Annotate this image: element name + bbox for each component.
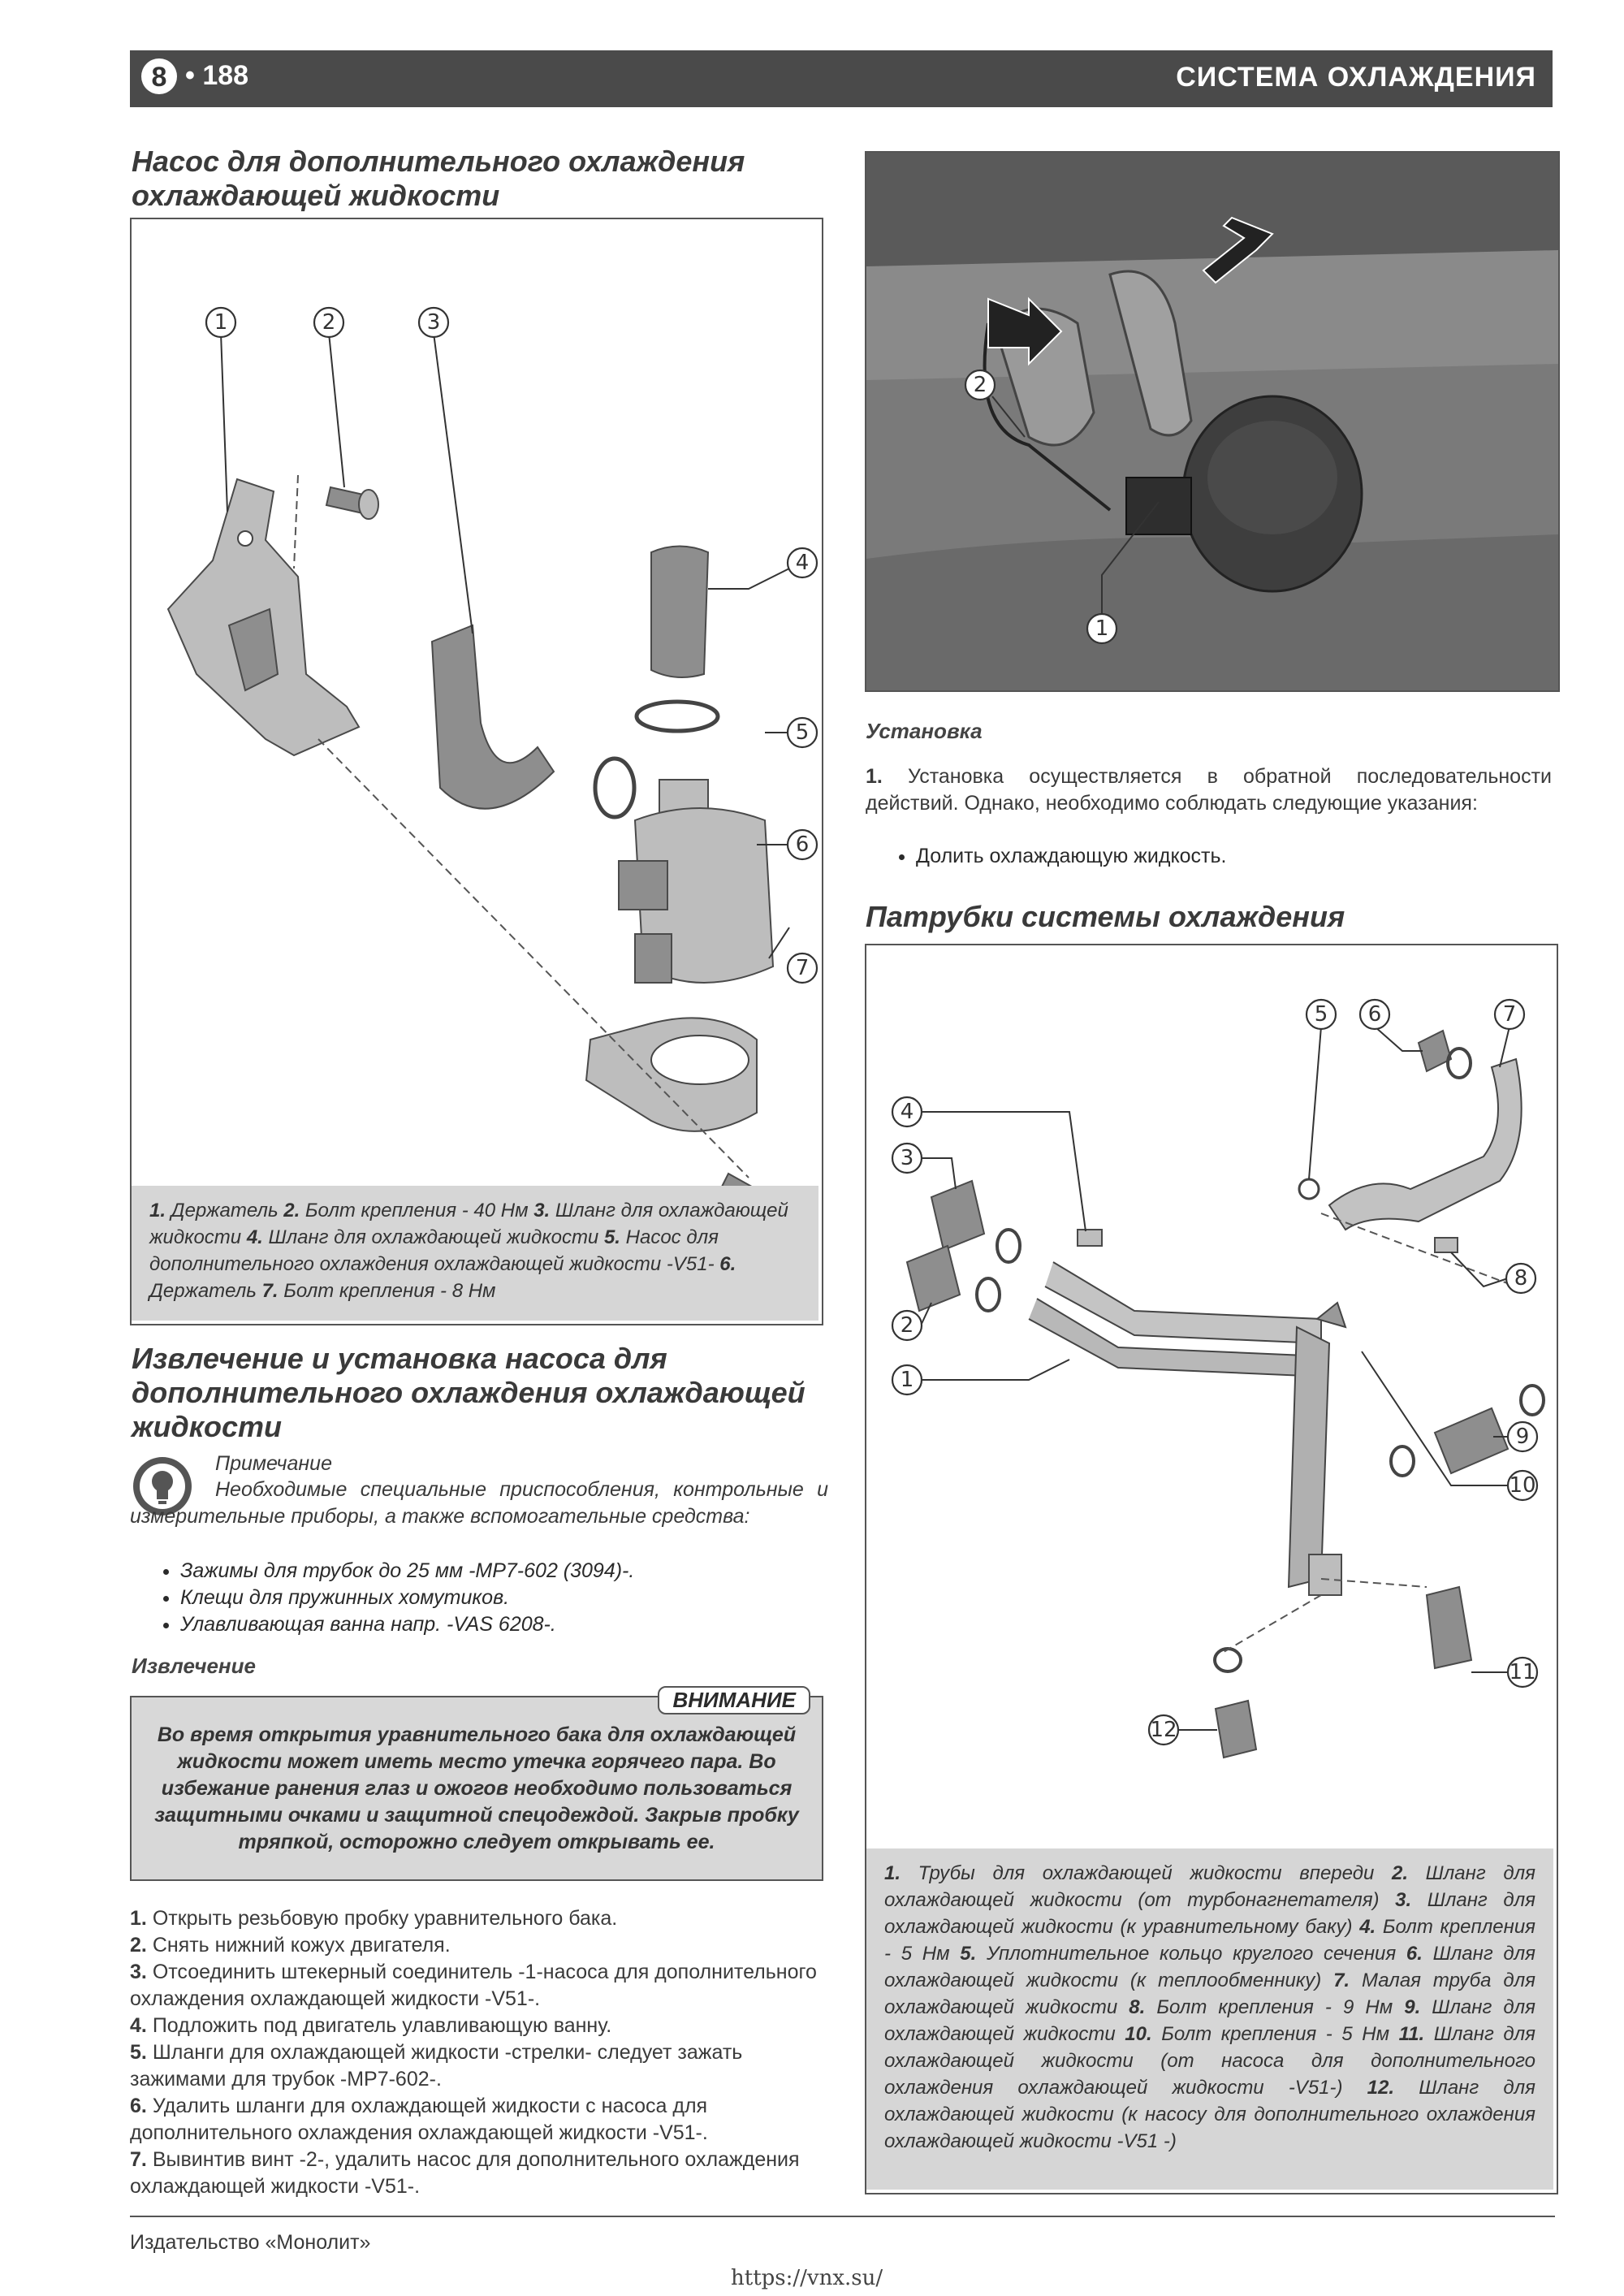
warning-label: ВНИМАНИЕ — [658, 1686, 810, 1714]
caption-text: Уплотнительное кольцо круглого сечения — [976, 1943, 1406, 1965]
hose-top-part — [651, 547, 708, 678]
pump-exploded-figure — [130, 218, 823, 1325]
clamp-top — [637, 702, 718, 731]
site-url[interactable]: https://vnx.su/ — [731, 2266, 883, 2290]
install-bullet: • Долить охлаждающую жидкость. — [916, 843, 1602, 870]
caption-num: 1. — [149, 1200, 166, 1222]
caption-text: Болт крепления - 5 Нм — [884, 1916, 1535, 1965]
callout-label: 3 — [900, 1146, 914, 1170]
warning-box — [130, 1688, 823, 1881]
caption-num: 3. — [533, 1200, 551, 1222]
caption-num: 9. — [1404, 1996, 1421, 2018]
callout-label: 6 — [1367, 1002, 1382, 1027]
caption-text: Шланг для охлаждающей жидкости — [149, 1200, 788, 1248]
caption-num: 5. — [960, 1943, 977, 1965]
step-text: Удалить шланги для охлаждающей жидкости с насоса для дополнительного охлаждения охлаждающей жидкости -V51-. — [130, 2095, 708, 2144]
section-title: СИСТЕМА ОХЛАЖДЕНИЯ — [1176, 62, 1536, 93]
vertical-pipe — [1289, 1327, 1329, 1587]
bolt-8-part — [1435, 1238, 1458, 1252]
publisher: Издательство «Монолит» — [130, 2231, 371, 2254]
step-number: 3. — [130, 1961, 147, 1983]
step-number: 1. — [866, 765, 883, 788]
callout-label: 5 — [795, 720, 810, 745]
bolt-head — [359, 490, 378, 519]
caption-text: Держатель — [149, 1280, 262, 1302]
callout-label: 7 — [1502, 1002, 1517, 1027]
step-number: 7. — [130, 2148, 147, 2171]
page-header — [130, 50, 1553, 107]
callout-label: 8 — [1514, 1266, 1528, 1291]
step-number: 6. — [130, 2095, 147, 2117]
removal-section-title: Извлечение и установка насоса для дополнительного охлаждения охлаждающей жидкости — [132, 1342, 806, 1443]
engine-photo-drawing — [866, 153, 1558, 690]
pump-figure-title: Насос для дополнительного охлаждения охлаждающей жидкости — [132, 145, 745, 212]
pump-connector — [635, 934, 672, 983]
install-step — [866, 763, 1552, 817]
caption-text: Шланг для охлаждающей жидкости (от насоса для дополнительного охлаждения охлаждающей жидкости -V51-) — [884, 2023, 1536, 2099]
callout-label: 10 — [1509, 1473, 1536, 1498]
step-text: Отсоединить штекерный соединитель -1-насоса для дополнительного охлаждения охлаждающей жидкости -V51-. — [130, 1961, 817, 2010]
caption-num: 4. — [1359, 1916, 1376, 1938]
caption-num: 2. — [283, 1200, 300, 1222]
small-tube-part — [1329, 1059, 1522, 1230]
hoses-exploded-diagram — [866, 945, 1557, 1843]
hoses-figure-caption — [866, 1848, 1553, 2190]
pump-inlet — [619, 861, 667, 910]
caption-text: Шланг для охлаждающей жидкости (к насосу для дополнительного охлаждения охлаждающей жидкости -V51 -) — [884, 2077, 1535, 2152]
removal-label: Извлечение — [132, 1654, 256, 1678]
caption-text: Шланг для охлаждающей жидкости — [884, 1996, 1535, 2045]
leader-1 — [221, 333, 227, 512]
step-text: Открыть резьбовую пробку уравнительного бака. — [152, 1907, 618, 1930]
step-number: 5. — [130, 2041, 147, 2064]
step-item — [130, 2147, 828, 2200]
callout-label: 3 — [426, 310, 441, 335]
step-number: 1. — [130, 1907, 147, 1930]
bracket-hole — [238, 531, 253, 546]
step-text: Шланги для охлаждающей жидкости -стрелки- следует зажать зажимами для трубок -MP7-602-. — [130, 2041, 743, 2091]
callout-label: 2 — [900, 1313, 914, 1338]
callout-label: 4 — [795, 551, 810, 575]
callout-label: 9 — [1515, 1425, 1530, 1449]
callout-label: 1 — [900, 1368, 914, 1392]
hose-11-part — [1427, 1587, 1471, 1668]
tool-item: • Клещи для пружинных хомутиков. — [180, 1585, 879, 1611]
warning-text: Во время открытия уравнительного бака для охлаждающей жидкости может иметь место утечка горячего пара. Во избежание ранения глаз и ожогов необходимо пользоваться защитными очками и защитной спецодеждой. Закрыв пробку тряпкой, осторожно следует открывать ее. — [154, 1723, 799, 1853]
step-text: Снять нижний кожух двигателя. — [152, 1934, 451, 1957]
caption-text: Шланг для охлаждающей жидкости — [262, 1226, 604, 1248]
callout-label: 6 — [795, 832, 810, 857]
bolt-guide — [294, 475, 298, 569]
caption-num: 3. — [1395, 1889, 1412, 1911]
caption-num: 1. — [884, 1862, 901, 1884]
bolt-small — [720, 1174, 765, 1186]
step-item — [130, 1959, 828, 2013]
caption-body — [149, 1200, 788, 1302]
callout-label: 11 — [1509, 1660, 1536, 1684]
caption-text: Трубы для охлаждающей жидкости впереди — [901, 1862, 1392, 1884]
removal-steps — [130, 1905, 828, 2200]
hose-3-part — [931, 1181, 984, 1250]
caption-text: Малая труба для охлаждающей жидкости — [884, 1970, 1535, 2018]
footer-rule — [130, 2216, 1555, 2217]
caption-num: 12. — [1367, 2077, 1395, 2099]
callout-label: 1 — [1095, 616, 1109, 641]
caption-text: Болт крепления - 8 Нм — [278, 1280, 496, 1302]
caption-num: 7. — [1333, 1970, 1350, 1991]
caption-text: Насос для дополнительного охлаждения охлаждающей жидкости -V51- — [149, 1226, 720, 1275]
holder-ring — [651, 1036, 749, 1084]
tool-item: • Зажимы для трубок до 25 мм -MP7-602 (3094)-. — [180, 1558, 879, 1585]
caption-num: 2. — [1392, 1862, 1409, 1884]
step-item — [130, 1932, 828, 1959]
engine-photo — [865, 151, 1560, 692]
hose-2-part — [907, 1246, 960, 1311]
leader-3 — [921, 1158, 956, 1189]
leader-4 — [708, 569, 789, 589]
leader-2 — [329, 333, 344, 487]
bolt-4-part — [1078, 1230, 1102, 1246]
pump-exploded-diagram — [132, 219, 822, 1186]
step-item — [130, 2039, 828, 2093]
caption-text: Болт крепления - 9 Нм — [1145, 1996, 1405, 2018]
page-number: • 188 — [185, 60, 249, 91]
chapter-badge: 8 — [141, 58, 177, 94]
step-number: 4. — [130, 2014, 147, 2037]
step-item — [130, 2013, 828, 2039]
callout-label: 1 — [214, 310, 228, 335]
hose-part — [432, 625, 554, 809]
callout-label: 12 — [1150, 1718, 1177, 1742]
leader-1 — [921, 1360, 1069, 1380]
step-text: Установка осуществляется в обратной последовательности действий. Однако, необходимо соблюдать следующие указания: — [866, 765, 1552, 815]
callout-label: 2 — [973, 373, 987, 397]
caption-text: Болт крепления - 5 Нм — [1151, 2023, 1399, 2045]
clamp-side — [595, 759, 634, 817]
install-bullets — [866, 843, 1602, 870]
hose-12-part — [1216, 1701, 1256, 1758]
leader-5 — [1309, 1027, 1321, 1179]
caption-num: 11. — [1398, 2023, 1425, 2045]
caption-num: 8. — [1129, 1996, 1146, 2018]
caption-num: 5. — [603, 1226, 620, 1248]
step-item — [130, 1905, 828, 1932]
install-label: Установка — [866, 719, 983, 743]
caption-text: Держатель — [166, 1200, 284, 1222]
caption-text: Шланг для охлаждающей жидкости (от турбонагнетателя) — [884, 1862, 1535, 1911]
tool-item: • Улавливающая ванна напр. -VAS 6208-. — [180, 1611, 879, 1638]
step-text: Вывинтив винт -2-, удалить насос для дополнительного охлаждения охлаждающей жидкости -V51-. — [130, 2148, 800, 2198]
note-label: Примечание — [215, 1452, 332, 1475]
callout-label: 7 — [795, 956, 810, 980]
caption-text: Болт крепления - 40 Нм — [300, 1200, 534, 1222]
callout-label: 5 — [1314, 1002, 1328, 1027]
caption-num: 4. — [246, 1226, 263, 1248]
caption-text: Шланг для охлаждающей жидкости (к уравнительному баку) — [884, 1889, 1535, 1938]
step-number: 2. — [130, 1934, 147, 1957]
hose-6-part — [1419, 1031, 1451, 1071]
callout-label: 4 — [900, 1100, 914, 1124]
callout-label: 2 — [322, 310, 336, 335]
pump-figure-caption — [132, 1186, 818, 1321]
hoses-figure-title: Патрубки системы охлаждения — [866, 900, 1345, 933]
step-item — [130, 2093, 828, 2147]
hoses-exploded-figure — [865, 944, 1558, 2194]
caption-num: 7. — [261, 1280, 279, 1302]
hose-9-part — [1435, 1408, 1508, 1473]
leader-8 — [1451, 1252, 1508, 1286]
caption-text: Шланг для охлаждающей жидкости (к теплообменнику) — [884, 1943, 1535, 1991]
o-ring-part — [1299, 1179, 1319, 1199]
caption-num: 6. — [1406, 1943, 1423, 1965]
leader-3 — [434, 333, 473, 633]
tools-list — [130, 1558, 879, 1638]
leader-6 — [1375, 1027, 1423, 1051]
step-text: Подложить под двигатель улавливающую ванну. — [152, 2014, 612, 2037]
note-text: Необходимые специальные приспособления, контрольные и измерительные приборы, а также вспомогательные средства: — [130, 1478, 828, 1528]
caption-num: 6. — [719, 1253, 736, 1275]
caption-num: 10. — [1125, 2023, 1152, 2045]
